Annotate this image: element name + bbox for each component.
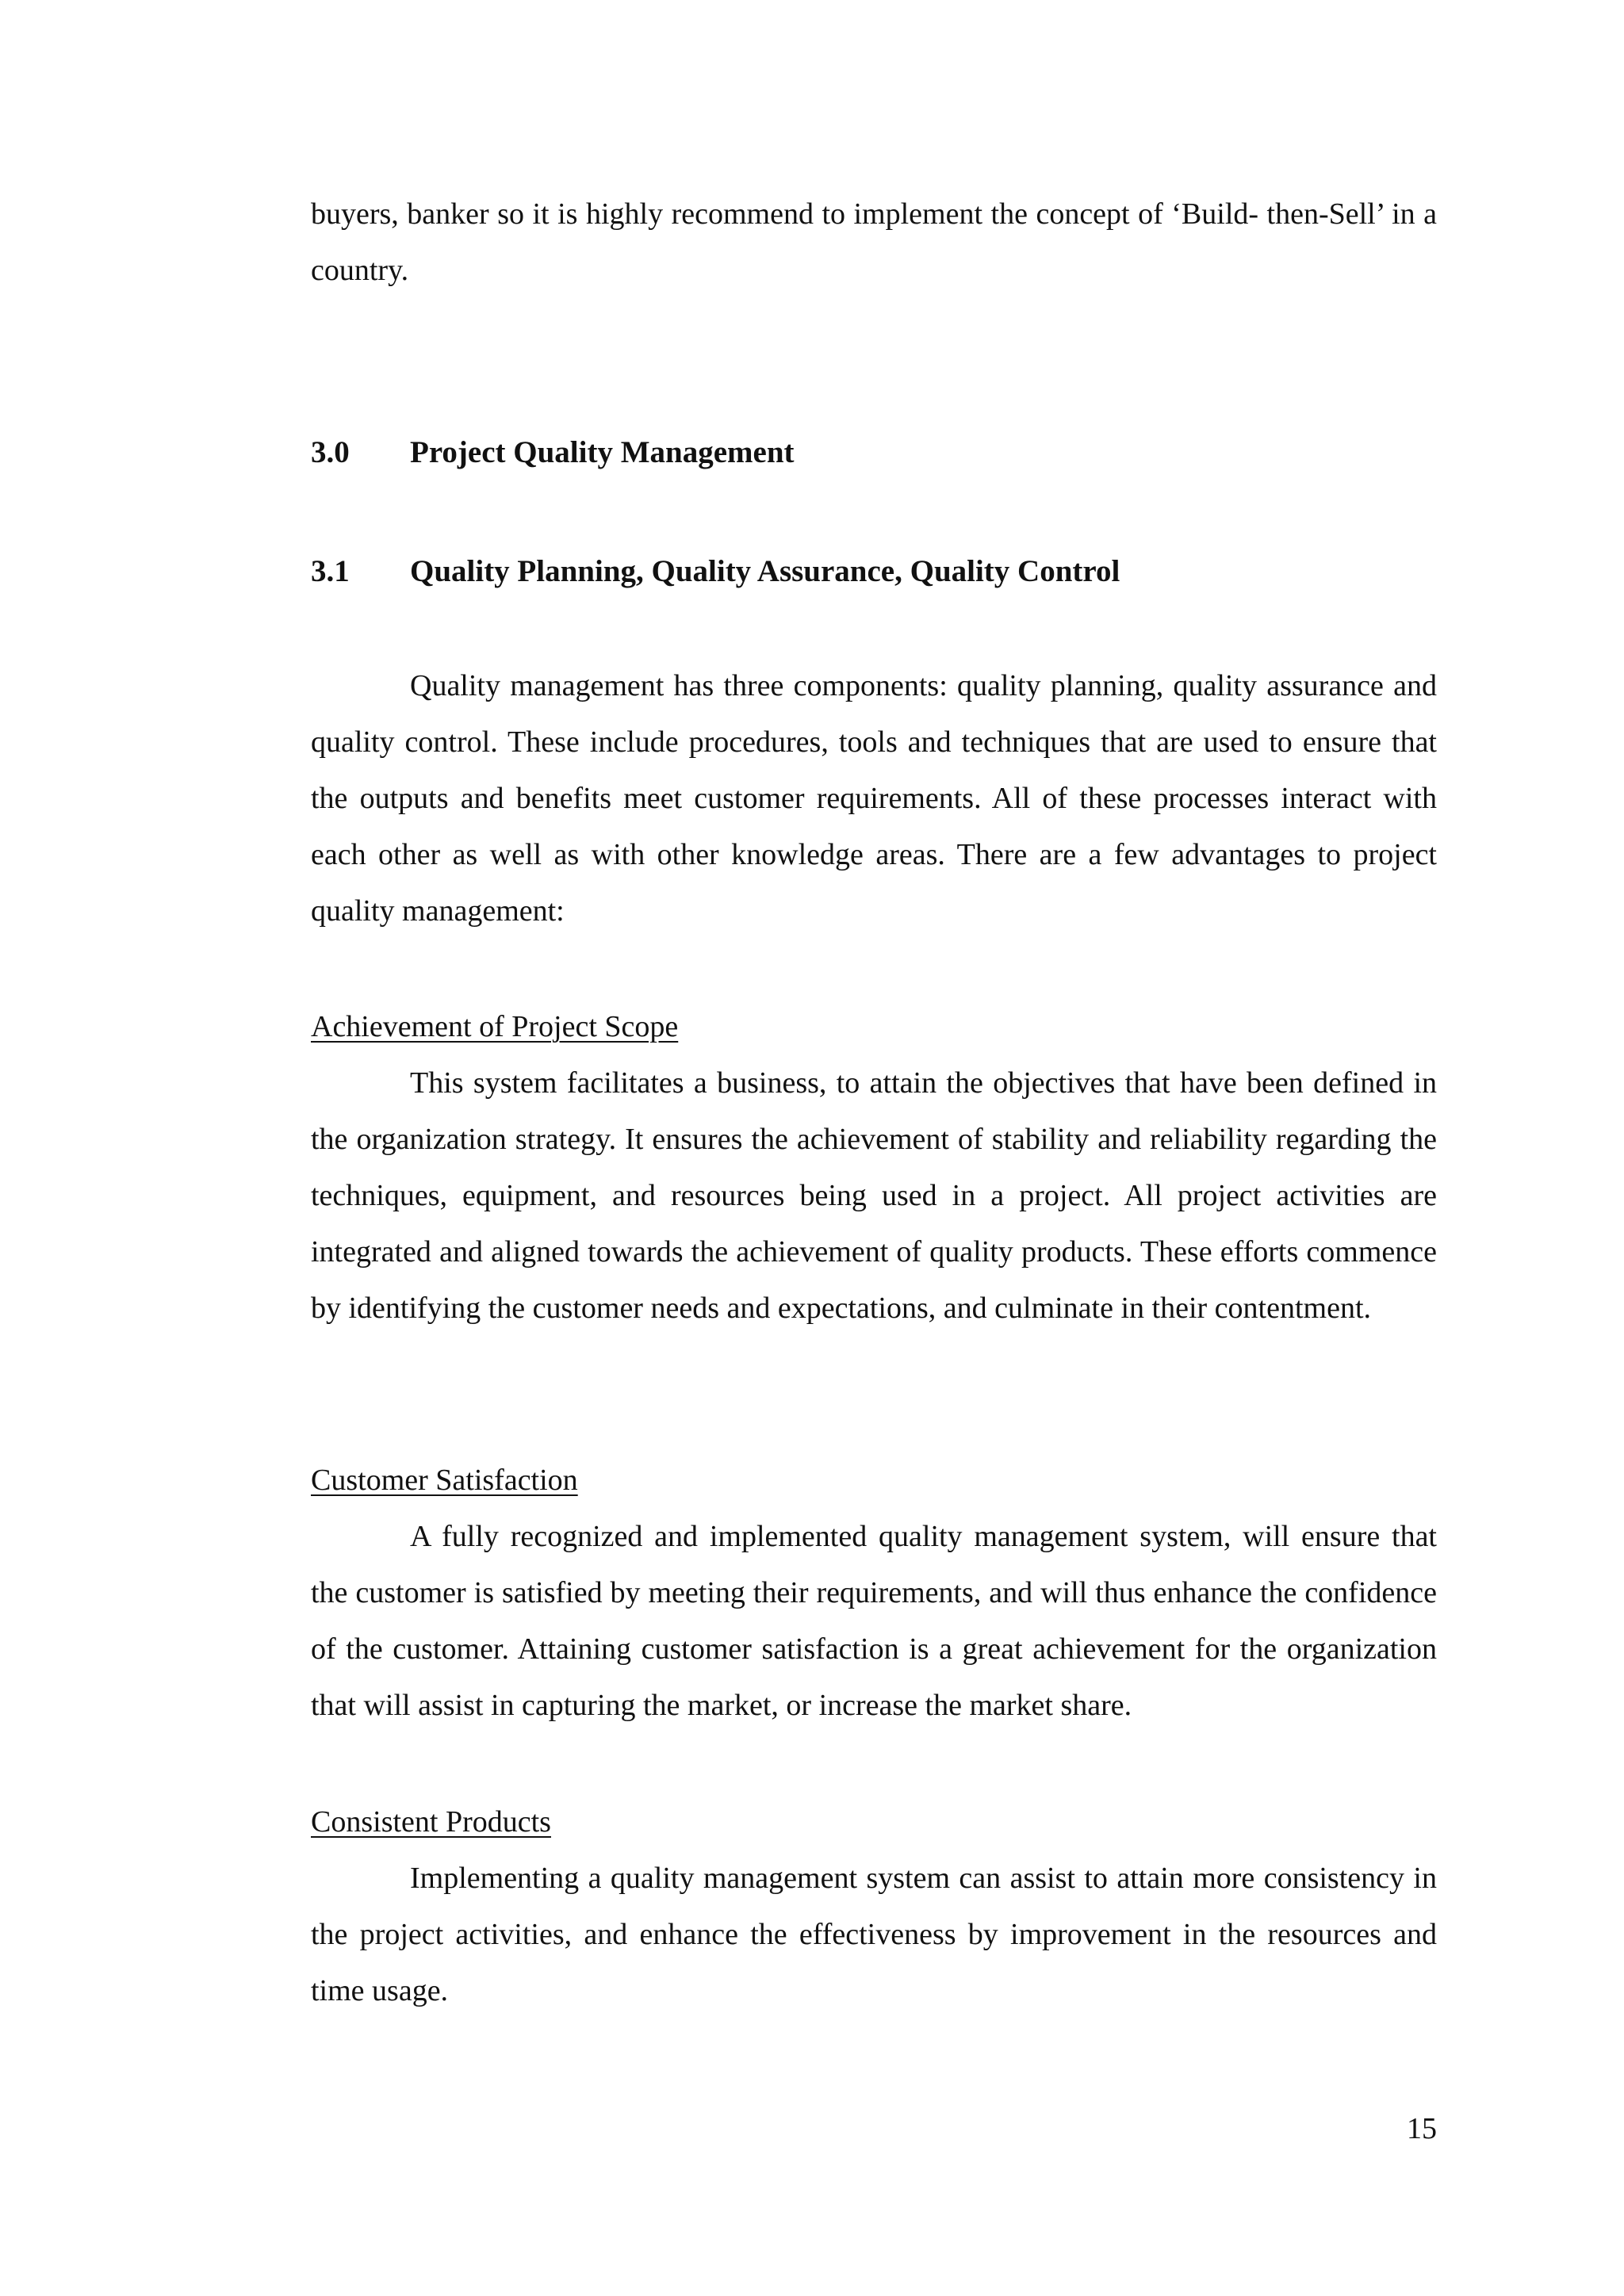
advantage-heading-satisfaction: Customer Satisfaction	[311, 1464, 578, 1497]
advantage-heading-consistency: Consistent Products	[311, 1805, 551, 1839]
subsection-heading	[311, 543, 1120, 599]
advantage-heading-scope: Achievement of Project Scope	[311, 1010, 679, 1043]
page-number: 15	[1407, 2112, 1437, 2145]
overview-paragraph: Quality management has three components: quality planning, quality assurance and quality control. These include procedures, tools and techniques that are used to ensure that the outputs and benefits meet customer requirements. All of these processes interact with each other as well as with other knowledge areas. There are a few advantages to project quality management:	[311, 669, 1437, 928]
section-number: 3.0	[311, 435, 350, 469]
advantage-text-consistency: Implementing a quality management system can assist to attain more consistency in the project activities, and enhance the effectiveness by improvement in the resources and time usage.	[311, 1862, 1437, 2007]
section-title: Project Quality Management	[410, 435, 795, 469]
subsection-number: 3.1	[311, 554, 350, 588]
advantage-text-satisfaction: A fully recognized and implemented quality management system, will ensure that the customer is satisfied by meeting their requirements, and will thus enhance the confidence of the customer. Attaining customer satisfaction is a great achievement for the organization that will assist in capturing the market, or increase the market share.	[311, 1520, 1437, 1722]
intro-paragraph: buyers, banker so it is highly recommend to implement the concept of ‘Build- then-Sell’ in a country.	[311, 197, 1437, 287]
section-heading	[311, 424, 795, 480]
subsection-title: Quality Planning, Quality Assurance, Quality Control	[410, 554, 1120, 588]
advantage-text-scope: This system facilitates a business, to attain the objectives that have been defined in the organization strategy. It ensures the achievement of stability and reliability regarding the techniques, equipment, and resources being used in a project. All project activities are integrated and aligned towards the achievement of quality products. These efforts commence by identifying the customer needs and expectations, and culminate in their contentment.	[311, 1066, 1437, 1325]
